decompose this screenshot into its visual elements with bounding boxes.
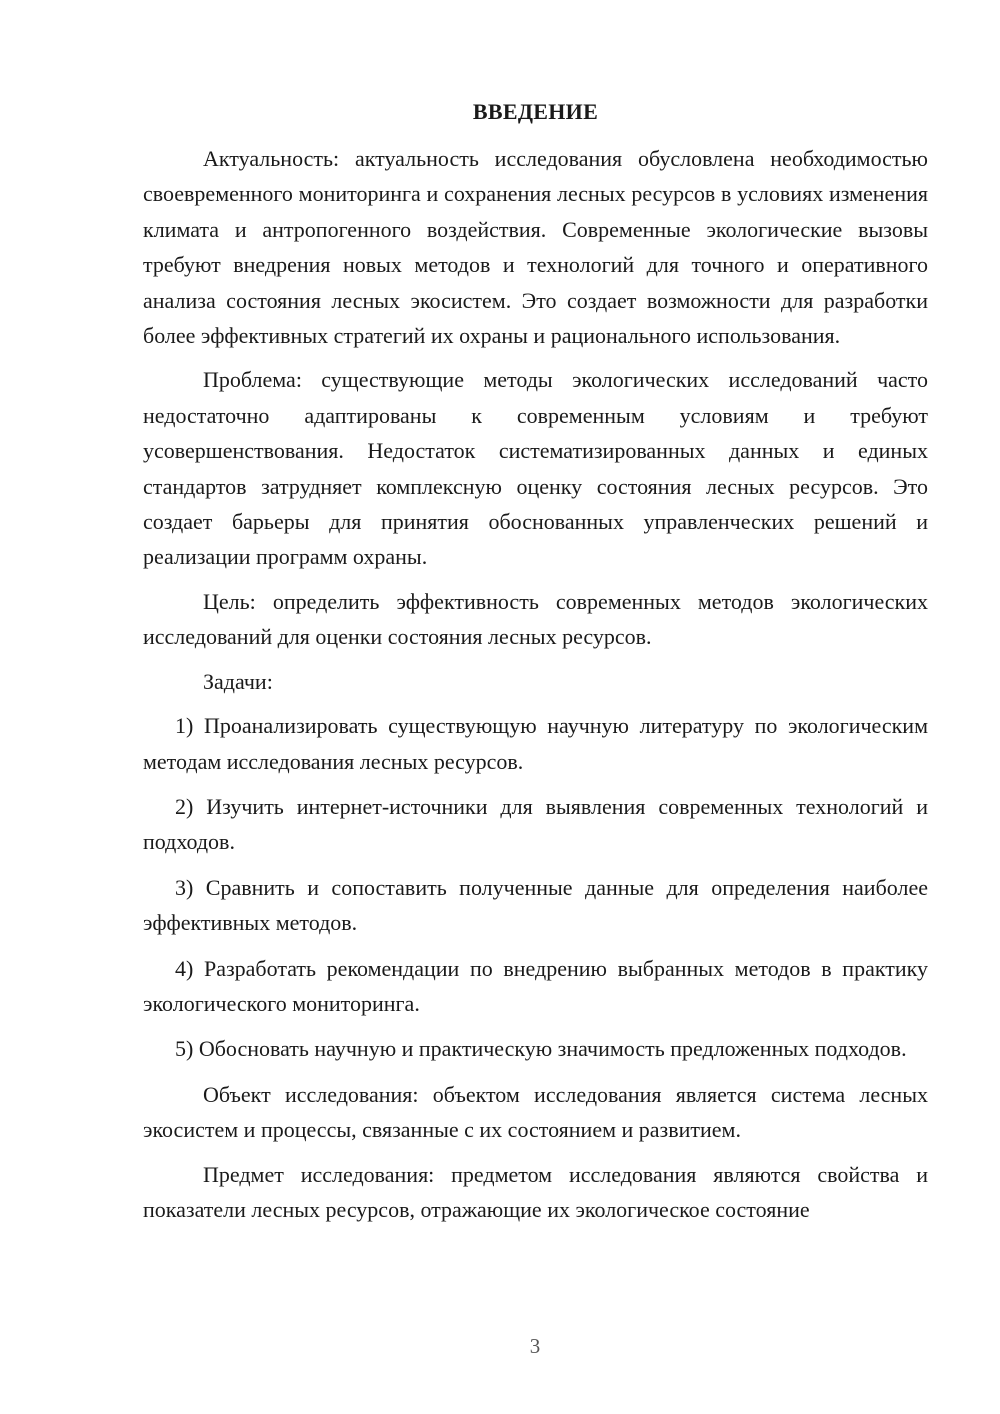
list-item: 1) Проанализировать существующую научную литературу по экологическим методам исследования лесных ресурсов. — [143, 713, 928, 774]
list-item: 3) Сравнить и сопоставить полученные данные для определения наиболее эффективных методов. — [143, 874, 928, 936]
tasks-heading: Задачи: — [203, 668, 273, 694]
tasks-list — [143, 708, 928, 1067]
paragraph-subject: Предмет исследования: предметом исследования являются свойства и показатели лесных ресурсов, отражающие их экологическое состояние — [143, 1161, 928, 1222]
list-item: 4) Разработать рекомендации по внедрению выбранных методов в практику экологического мониторинга. — [143, 955, 928, 1016]
document-page — [143, 94, 928, 1236]
paragraph-goal: Цель: определить эффективность современных методов экологических исследований для оценки состояния лесных ресурсов. — [143, 588, 928, 650]
list-item: 5) Обосновать научную и практическую значимость предложенных подходов. — [175, 1036, 907, 1062]
paragraph-object: Объект исследования: объектом исследования является система лесных экосистем и процессы, связанные с их состоянием и развитием. — [143, 1081, 928, 1143]
list-item: 2) Изучить интернет-источники для выявления современных технологий и подходов. — [143, 793, 928, 855]
paragraph-relevance: Актуальность: актуальность исследования обусловлена необходимостью своевременного мониторинга и сохранения лесных ресурсов в условиях изменения климата и антропогенного воздействия. Современные экологические вызовы требуют внедрения новых методов и технологий для точного и оперативного анализа состояния лесных экосистем. Это создает возможности для разработки более эффективных стратегий их охраны и рационального использования. — [143, 146, 928, 349]
paragraph-problem: Проблема: существующие методы экологических исследований часто недостаточно адаптированы к современным условиям и требуют усовершенствования. Недостаток систематизированных данных и единых стандартов затрудняет комплексную оценку состояния лесных ресурсов. Это создает барьеры для принятия обоснованных управленческих решений и реализации программ охраны. — [143, 367, 928, 570]
page-number: 3 — [529, 1334, 541, 1358]
page-title: ВВЕДЕНИЕ — [472, 99, 599, 124]
